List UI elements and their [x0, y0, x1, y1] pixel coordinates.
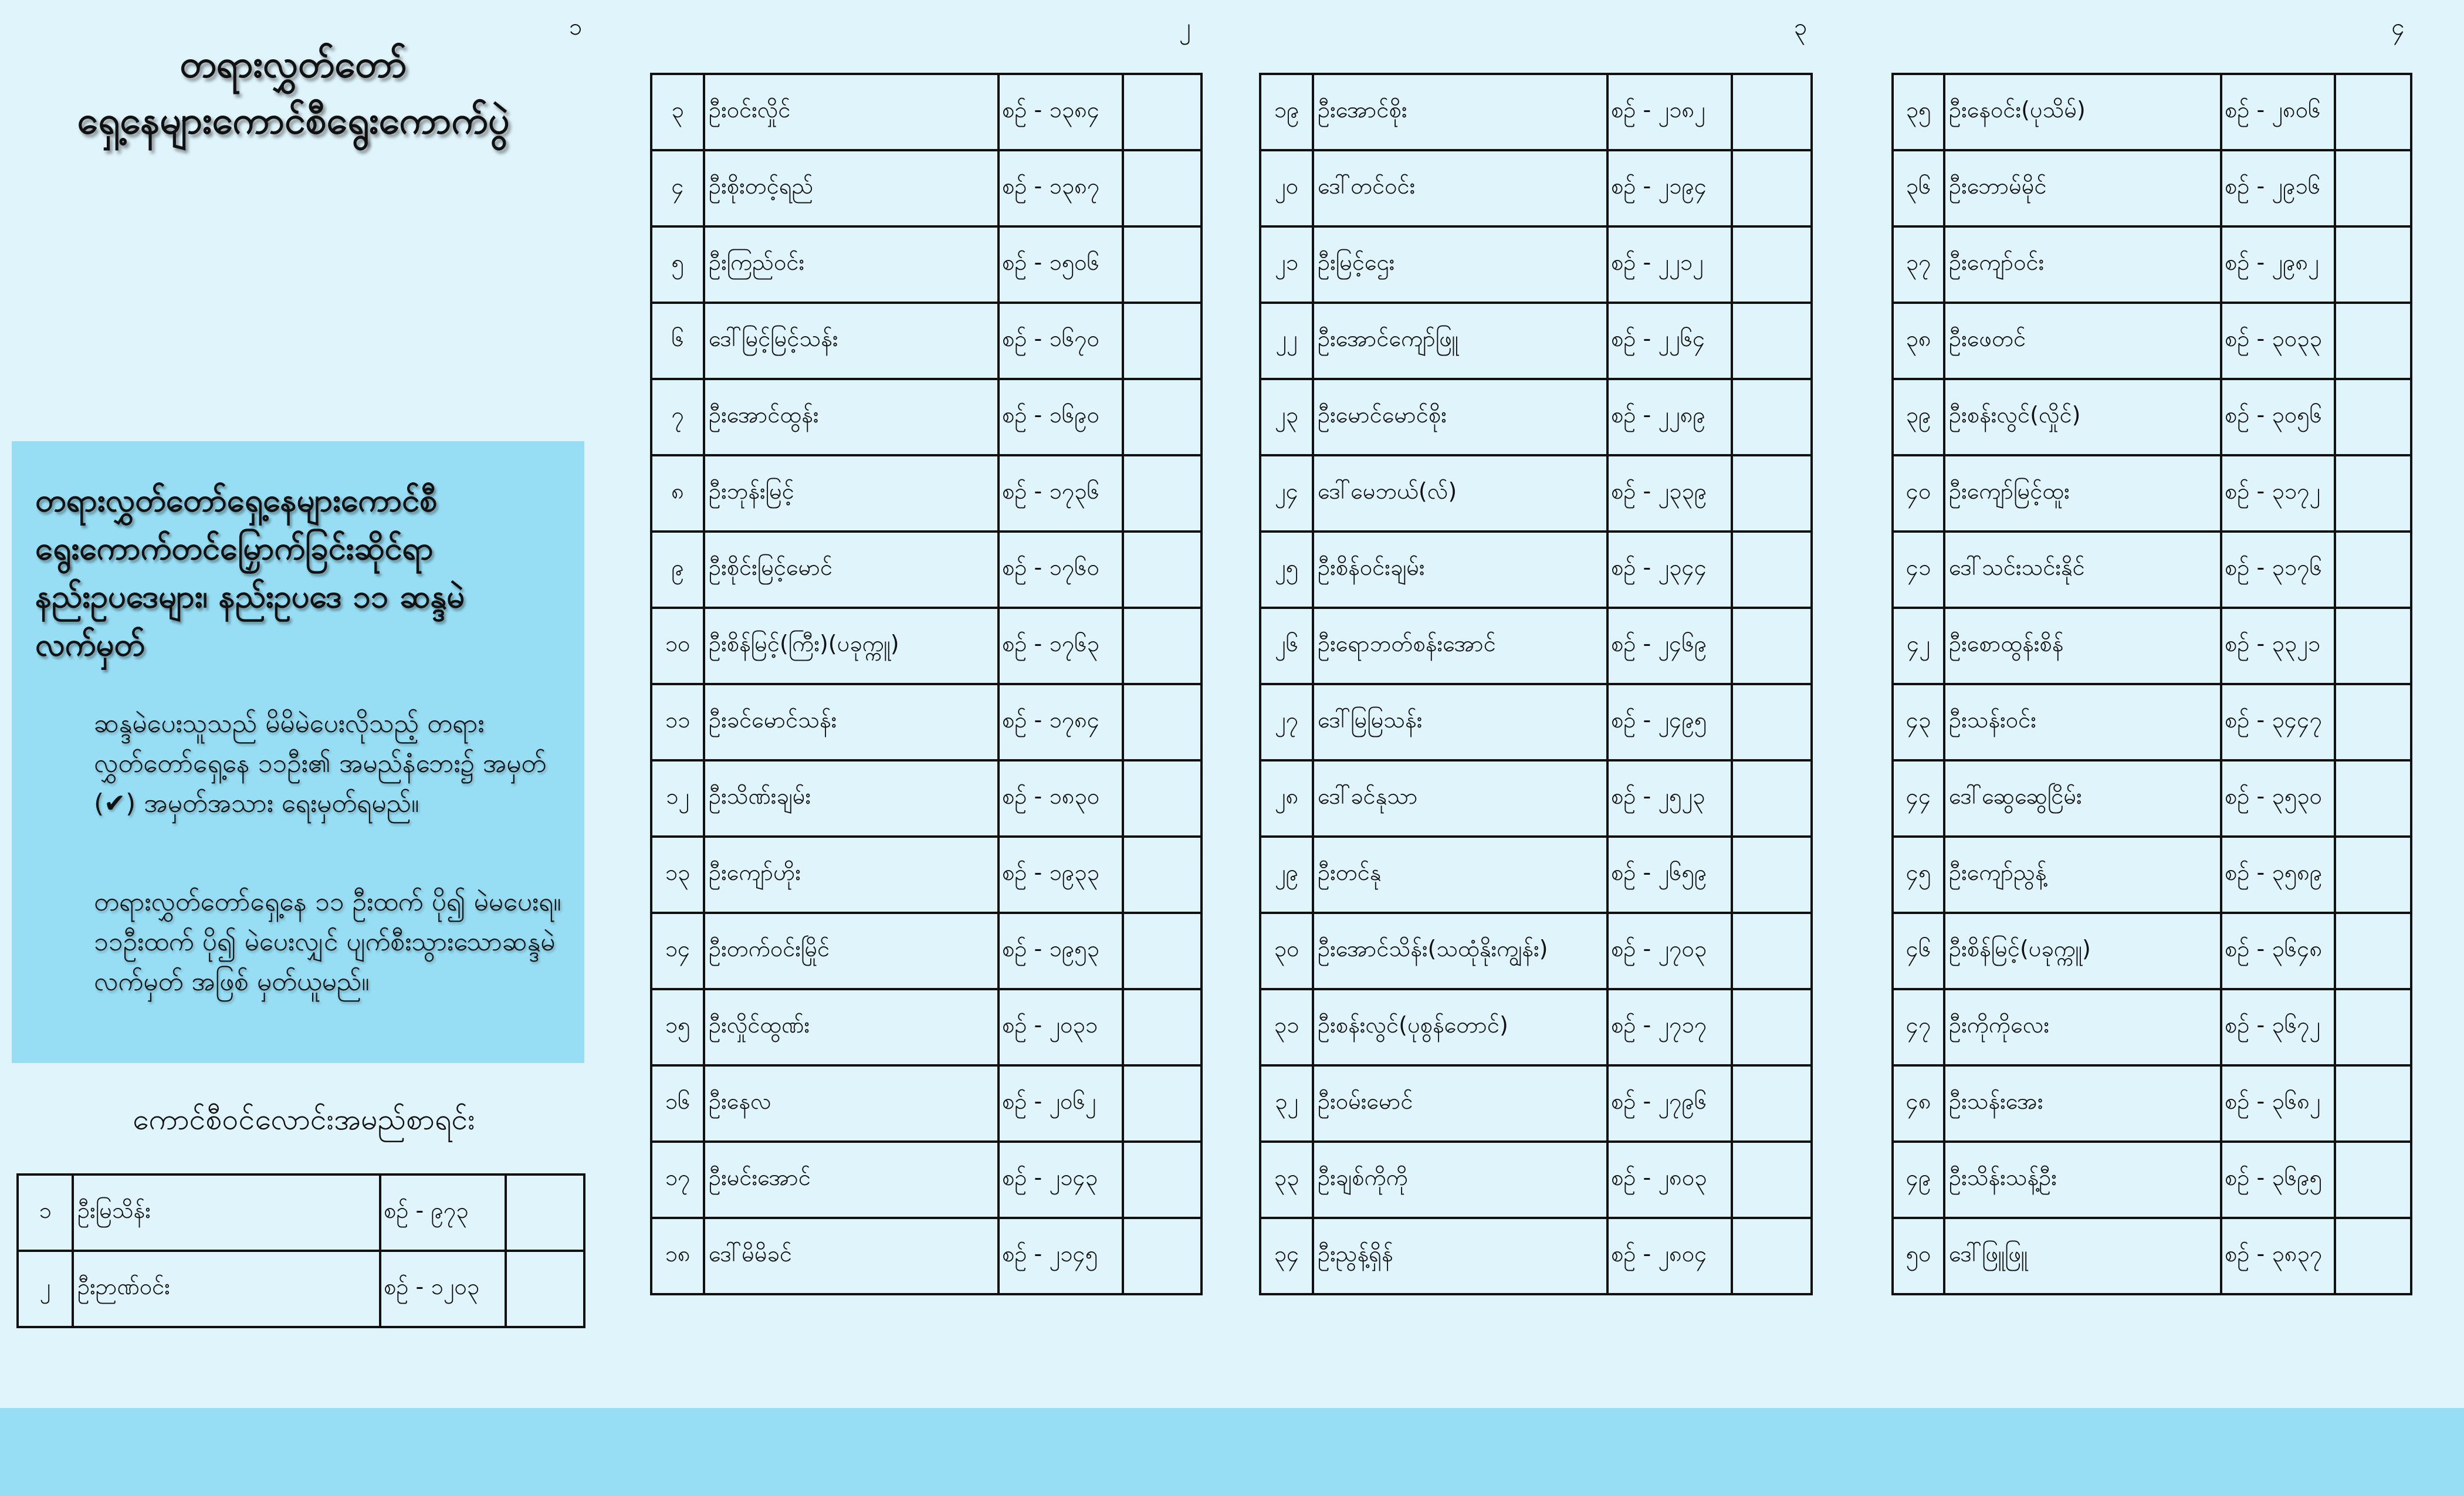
candidate-number: ၂၃: [1260, 379, 1313, 455]
vote-mark-box[interactable]: [1732, 989, 1812, 1065]
candidate-name: ဦးသိဏ်းချမ်း: [704, 760, 999, 837]
candidate-serial: စဉ် - ၂၂၆၄: [1607, 303, 1732, 379]
ballot-title-line1: တရားလွှတ်တော်: [180, 43, 407, 86]
candidate-name: ဦးအောင်သိန်း(သထုံနိုးကျွန်း): [1313, 913, 1607, 989]
candidate-name: ဦးတင်နု: [1313, 837, 1607, 913]
candidate-number: ၄၈: [1893, 1065, 1944, 1142]
candidate-row: [1260, 760, 1812, 837]
candidate-row: [1893, 608, 2411, 684]
candidate-row: [1893, 913, 2411, 989]
candidate-serial: စဉ် - ၃၅၈၉: [2221, 837, 2335, 913]
candidate-number: ၃၁: [1260, 989, 1313, 1065]
vote-mark-box[interactable]: [1123, 684, 1201, 760]
candidate-number: ၄၁: [1893, 532, 1944, 608]
candidate-number: ၁၁: [651, 684, 704, 760]
vote-mark-box[interactable]: [2335, 74, 2411, 150]
candidate-serial: စဉ် - ၃၃၂၁: [2221, 608, 2335, 684]
candidate-number: ၂၄: [1260, 455, 1313, 532]
page-number-4: ၄: [2391, 13, 2405, 40]
candidate-name: ဦးဉာဏ်ဝင်း: [73, 1251, 380, 1327]
candidate-name: ဦးသိန်းသန့်ဦး: [1944, 1142, 2221, 1218]
vote-mark-box[interactable]: [1732, 837, 1812, 913]
vote-mark-box[interactable]: [1732, 760, 1812, 837]
candidate-row: [1260, 837, 1812, 913]
candidate-number: ၂၅: [1260, 532, 1313, 608]
vote-mark-box[interactable]: [2335, 989, 2411, 1065]
candidate-row: [1260, 913, 1812, 989]
candidate-row: [1893, 74, 2411, 150]
candidate-name: ဦးရောဘတ်စန်းအောင်: [1313, 608, 1607, 684]
vote-mark-box[interactable]: [1123, 608, 1201, 684]
candidate-row: [1893, 150, 2411, 226]
candidate-row: [1260, 226, 1812, 303]
candidate-name: ဦးကျော်ညွန့်: [1944, 837, 2221, 913]
vote-mark-box[interactable]: [1732, 226, 1812, 303]
candidate-list-title: ကောင်စီဝင်လောင်းအမည်စာရင်း: [133, 1102, 475, 1136]
candidate-row: [1893, 226, 2411, 303]
candidate-row: [651, 1065, 1201, 1142]
vote-mark-box[interactable]: [1732, 303, 1812, 379]
candidate-serial: စဉ် - ၂၉၈၂: [2221, 226, 2335, 303]
vote-mark-box[interactable]: [1732, 74, 1812, 150]
vote-mark-box[interactable]: [2335, 1065, 2411, 1142]
candidate-name: ဒေါ်သင်းသင်းနိုင်: [1944, 532, 2221, 608]
vote-mark-box[interactable]: [2335, 303, 2411, 379]
candidate-serial: စဉ် - ၁၉၃၃: [999, 837, 1123, 913]
candidate-serial: စဉ် - ၂၈၀၃: [1607, 1142, 1732, 1218]
candidate-row: [651, 760, 1201, 837]
candidate-serial: စဉ် - ၂၀၆၂: [999, 1065, 1123, 1142]
candidate-name: ဦးစိန်မြင့်(ကြီး)(ပခုက္ကူ): [704, 608, 999, 684]
candidate-name: ဦးမြသိန်း: [73, 1175, 380, 1251]
candidate-serial: စဉ် - ၃၀၅၆: [2221, 379, 2335, 455]
candidate-serial: စဉ် - ၁၇၈၄: [999, 684, 1123, 760]
candidate-row: [651, 989, 1201, 1065]
vote-mark-box[interactable]: [2335, 684, 2411, 760]
candidate-row: [1260, 989, 1812, 1065]
candidate-name: ဦးကြည်ဝင်း: [704, 226, 999, 303]
candidate-row: [651, 150, 1201, 226]
candidate-name: ဦးခင်မောင်သန်း: [704, 684, 999, 760]
vote-mark-box[interactable]: [1732, 532, 1812, 608]
candidate-serial: စဉ် - ၂၄၆၉: [1607, 608, 1732, 684]
vote-mark-box[interactable]: [1123, 1142, 1201, 1218]
candidate-serial: စဉ် - ၁၆၉၀: [999, 379, 1123, 455]
candidate-number: ၁၄: [651, 913, 704, 989]
vote-mark-box[interactable]: [1732, 913, 1812, 989]
candidate-name: ဦးမြင့်ဌေး: [1313, 226, 1607, 303]
candidate-number: ၃၇: [1893, 226, 1944, 303]
candidate-table-4: [1891, 73, 2412, 1295]
candidate-number: ၂၁: [1260, 226, 1313, 303]
candidate-name: ဦးစောထွန်းစိန်: [1944, 608, 2221, 684]
vote-mark-box[interactable]: [1732, 1218, 1812, 1294]
candidate-number: ၁၇: [651, 1142, 704, 1218]
candidate-number: ၂၉: [1260, 837, 1313, 913]
vote-mark-box[interactable]: [2335, 379, 2411, 455]
candidate-table-1: [16, 1173, 585, 1328]
vote-mark-box[interactable]: [1123, 74, 1201, 150]
vote-mark-box[interactable]: [1732, 608, 1812, 684]
candidate-serial: စဉ် - ၁၇၆၀: [999, 532, 1123, 608]
candidate-table-2: [650, 73, 1203, 1295]
vote-mark-box[interactable]: [2335, 837, 2411, 913]
candidate-row: [1893, 303, 2411, 379]
vote-mark-box[interactable]: [1123, 532, 1201, 608]
candidate-name: ဦးဘုန်းမြင့်: [704, 455, 999, 532]
candidate-number: ၂၀: [1260, 150, 1313, 226]
candidate-name: ဦးသန်းအေး: [1944, 1065, 2221, 1142]
page-number-1: ၁: [569, 13, 583, 40]
candidate-number: ၃၄: [1260, 1218, 1313, 1294]
footer-band: [0, 1408, 2464, 1496]
candidate-name: ဦးစန်းလွင်(ပုစွန်တောင်): [1313, 989, 1607, 1065]
instructions-paragraph-2: တရားလွှတ်တော်ရှေ့နေ ၁၁ ဦးထက် ပို၍ မဲမပေးရ။ ၁၁ဦးထက် ပို၍ မဲပေးလျှင် ပျက်စီးသွားသောဆန္ဒမဲ လက်မှတ် အဖြစ် မှတ်ယူမည်။: [94, 887, 561, 997]
candidate-name: ဒေါ်တင်ဝင်း: [1313, 150, 1607, 226]
vote-mark-box[interactable]: [2335, 1142, 2411, 1218]
vote-mark-box[interactable]: [2335, 608, 2411, 684]
candidate-number: ၂၇: [1260, 684, 1313, 760]
candidate-serial: စဉ် - ၂၂၁၂: [1607, 226, 1732, 303]
candidate-name: ဦးကျော်မြင့်ထူး: [1944, 455, 2221, 532]
candidate-serial: စဉ် - ၂၈၀၆: [2221, 74, 2335, 150]
candidate-number: ၁၉: [1260, 74, 1313, 150]
candidate-row: [651, 684, 1201, 760]
page-number-2: ၂: [1179, 13, 1191, 40]
vote-mark-box[interactable]: [1123, 455, 1201, 532]
candidate-number: ၄၇: [1893, 989, 1944, 1065]
candidate-number: ၁၅: [651, 989, 704, 1065]
instructions-box: [12, 441, 584, 1063]
candidate-serial: စဉ် - ၂၁၄၅: [999, 1218, 1123, 1294]
vote-mark-box[interactable]: [506, 1175, 584, 1251]
candidate-number: ၄၀: [1893, 455, 1944, 532]
candidate-serial: စဉ် - ၂၁၄၃: [999, 1142, 1123, 1218]
candidate-name: ဦးဘောမ်မိုင်: [1944, 150, 2221, 226]
candidate-row: [651, 74, 1201, 150]
candidate-serial: စဉ် - ၁၃၈၄: [999, 74, 1123, 150]
candidate-number: ၈: [651, 455, 704, 532]
candidate-row: [18, 1175, 584, 1251]
vote-mark-box[interactable]: [506, 1251, 584, 1327]
candidate-serial: စဉ် - ၃၄၄၇: [2221, 684, 2335, 760]
candidate-serial: စဉ် - ၁၆၇၀: [999, 303, 1123, 379]
page-number-3: ၃: [1794, 13, 1808, 40]
vote-mark-box[interactable]: [1123, 1065, 1201, 1142]
candidate-name: ဦးဝမ်းမောင်: [1313, 1065, 1607, 1142]
candidate-row: [651, 1142, 1201, 1218]
candidate-row: [1260, 379, 1812, 455]
vote-mark-box[interactable]: [1732, 379, 1812, 455]
candidate-name: ဒေါ်ဖြူဖြူ: [1944, 1218, 2221, 1294]
vote-mark-box[interactable]: [1123, 379, 1201, 455]
candidate-serial: စဉ် - ၃၁၇၆: [2221, 532, 2335, 608]
vote-mark-box[interactable]: [1123, 1218, 1201, 1294]
candidate-serial: စဉ် - ၃၈၃၇: [2221, 1218, 2335, 1294]
vote-mark-box[interactable]: [2335, 226, 2411, 303]
candidate-name: ဦးနေလ: [704, 1065, 999, 1142]
candidate-table-3: [1259, 73, 1813, 1295]
vote-mark-box[interactable]: [1732, 1142, 1812, 1218]
vote-mark-box[interactable]: [1732, 1065, 1812, 1142]
candidate-number: ၁၂: [651, 760, 704, 837]
vote-mark-box[interactable]: [2335, 455, 2411, 532]
candidate-number: ၃၀: [1260, 913, 1313, 989]
candidate-number: ၂၈: [1260, 760, 1313, 837]
candidate-serial: စဉ် - ၂၇၀၃: [1607, 913, 1732, 989]
candidate-number: ၂: [18, 1251, 73, 1327]
candidate-serial: စဉ် - ၁၇၃၆: [999, 455, 1123, 532]
candidate-name: ဒေါ်မြမြသန်း: [1313, 684, 1607, 760]
candidate-name: ဦးချစ်ကိုကို: [1313, 1142, 1607, 1218]
candidate-row: [651, 532, 1201, 608]
vote-mark-box[interactable]: [2335, 150, 2411, 226]
candidate-row: [651, 837, 1201, 913]
candidate-serial: စဉ် - ၂၃၄၄: [1607, 532, 1732, 608]
candidate-row: [651, 455, 1201, 532]
candidate-row: [1893, 379, 2411, 455]
candidate-serial: စဉ် - ၂၆၅၉: [1607, 837, 1732, 913]
candidate-name: ဦးအောင်ကျော်ဖြူ: [1313, 303, 1607, 379]
vote-mark-box[interactable]: [1123, 150, 1201, 226]
vote-mark-box[interactable]: [2335, 1218, 2411, 1294]
candidate-row: [1260, 74, 1812, 150]
vote-mark-box[interactable]: [1123, 913, 1201, 989]
candidate-serial: စဉ် - ၂၅၂၃: [1607, 760, 1732, 837]
candidate-row: [1260, 303, 1812, 379]
candidate-row: [1260, 455, 1812, 532]
candidate-row: [1893, 1142, 2411, 1218]
candidate-serial: စဉ် - ၃၆၇၂: [2221, 989, 2335, 1065]
candidate-name: ဦးနေဝင်း(ပုသိမ်): [1944, 74, 2221, 150]
vote-mark-box[interactable]: [1732, 684, 1812, 760]
candidate-row: [651, 608, 1201, 684]
candidate-serial: စဉ် - ၁၅၀၆: [999, 226, 1123, 303]
candidate-serial: စဉ် - ၃၁၇၂: [2221, 455, 2335, 532]
candidate-number: ၄၂: [1893, 608, 1944, 684]
candidate-name: ဒေါ်ခင်နုသာ: [1313, 760, 1607, 837]
vote-mark-box[interactable]: [1732, 455, 1812, 532]
candidate-row: [18, 1251, 584, 1327]
candidate-number: ၃: [651, 74, 704, 150]
vote-mark-box[interactable]: [2335, 760, 2411, 837]
candidate-number: ၁၃: [651, 837, 704, 913]
candidate-row: [1893, 532, 2411, 608]
candidate-number: ၉: [651, 532, 704, 608]
vote-mark-box[interactable]: [1123, 303, 1201, 379]
candidate-row: [1260, 1142, 1812, 1218]
candidate-row: [651, 1218, 1201, 1294]
candidate-name: ဒေါ်မေဘယ်(လ်): [1313, 455, 1607, 532]
candidate-row: [1260, 1065, 1812, 1142]
vote-mark-box[interactable]: [1123, 989, 1201, 1065]
vote-mark-box[interactable]: [1123, 837, 1201, 913]
candidate-serial: စဉ် - ၂၃၃၉: [1607, 455, 1732, 532]
candidate-row: [1260, 150, 1812, 226]
ballot-title-line2: ရှေ့နေများကောင်စီရွေးကောက်ပွဲ: [77, 99, 510, 143]
candidate-row: [1893, 760, 2411, 837]
candidate-name: ဦးဖေတင်: [1944, 303, 2221, 379]
candidate-name: ဦးကိုကိုလေး: [1944, 989, 2221, 1065]
candidate-number: ၄၉: [1893, 1142, 1944, 1218]
candidate-row: [1893, 455, 2411, 532]
candidate-name: ဦးစိန်မြင့်(ပခုက္ကူ): [1944, 913, 2221, 989]
candidate-name: ဦးလှိုင်ထွဏ်း: [704, 989, 999, 1065]
candidate-serial: စဉ် - ၂၈၀၄: [1607, 1218, 1732, 1294]
candidate-row: [1893, 1065, 2411, 1142]
candidate-serial: စဉ် - ၂၇၉၆: [1607, 1065, 1732, 1142]
candidate-row: [1260, 684, 1812, 760]
candidate-serial: စဉ် - ၁၃၈၇: [999, 150, 1123, 226]
candidate-serial: စဉ် - ၁၉၅၃: [999, 913, 1123, 989]
vote-mark-box[interactable]: [1732, 150, 1812, 226]
candidate-name: ဦးစိုင်းမြင့်မောင်: [704, 532, 999, 608]
candidate-number: ၁၈: [651, 1218, 704, 1294]
candidate-row: [651, 226, 1201, 303]
candidate-number: ၇: [651, 379, 704, 455]
candidate-name: ဦးအောင်စိုး: [1313, 74, 1607, 150]
candidate-name: ဦးသန်းဝင်း: [1944, 684, 2221, 760]
ballot-title: [18, 36, 569, 149]
candidate-serial: စဉ် - ၂၁၉၄: [1607, 150, 1732, 226]
candidate-number: ၂၆: [1260, 608, 1313, 684]
candidate-number: ၅၀: [1893, 1218, 1944, 1294]
candidate-serial: စဉ် - ၂၂၈၉: [1607, 379, 1732, 455]
instructions-paragraph-1: ဆန္ဒမဲပေးသူသည် မိမိမဲပေးလိုသည့် တရားလွှတ်တော်ရှေ့နေ ၁၁ဦး၏ အမည်နံဘေး၌ အမှတ် (✔) အမှတ်အသား ရေးမှတ်ရမည်။: [94, 709, 547, 818]
candidate-number: ၁၆: [651, 1065, 704, 1142]
candidate-serial: စဉ် - ၂၁၈၂: [1607, 74, 1732, 150]
candidate-number: ၆: [651, 303, 704, 379]
candidate-number: ၃၅: [1893, 74, 1944, 150]
candidate-name: ဦးစိုးတင့်ရည်: [704, 150, 999, 226]
candidate-name: ဦးကျော်ဝင်း: [1944, 226, 2221, 303]
candidate-row: [1893, 1218, 2411, 1294]
candidate-serial: စဉ် - ၃၆၉၅: [2221, 1142, 2335, 1218]
candidate-number: ၃၈: [1893, 303, 1944, 379]
candidate-number: ၁၀: [651, 608, 704, 684]
candidate-number: ၃၃: [1260, 1142, 1313, 1218]
candidate-number: ၃၉: [1893, 379, 1944, 455]
candidate-row: [1260, 608, 1812, 684]
candidate-number: ၄၃: [1893, 684, 1944, 760]
candidate-serial: စဉ် - ၃၅၃၀: [2221, 760, 2335, 837]
candidate-name: ဦးညွန့်ရှိန်: [1313, 1218, 1607, 1294]
candidate-number: ၂၂: [1260, 303, 1313, 379]
candidate-serial: စဉ် - ၃၀၃၃: [2221, 303, 2335, 379]
vote-mark-box[interactable]: [1123, 760, 1201, 837]
candidate-number: ၄၅: [1893, 837, 1944, 913]
candidate-serial: စဉ် - ၂၄၉၅: [1607, 684, 1732, 760]
candidate-number: ၅: [651, 226, 704, 303]
candidate-name: ဦးမင်းအောင်: [704, 1142, 999, 1218]
candidate-name: ဦးအောင်ထွန်း: [704, 379, 999, 455]
candidate-row: [651, 913, 1201, 989]
candidate-number: ၄၆: [1893, 913, 1944, 989]
candidate-number: ၃၂: [1260, 1065, 1313, 1142]
candidate-serial: စဉ် - ၁၂၀၃: [380, 1251, 506, 1327]
candidate-name: ဦးဝင်းလှိုင်: [704, 74, 999, 150]
candidate-row: [1893, 989, 2411, 1065]
candidate-serial: စဉ် - ၂၇၁၇: [1607, 989, 1732, 1065]
vote-mark-box[interactable]: [1123, 226, 1201, 303]
candidate-name: ဦးမောင်မောင်စိုး: [1313, 379, 1607, 455]
candidate-name: ဦးစန်းလွင်(လှိုင်): [1944, 379, 2221, 455]
candidate-number: ၃၆: [1893, 150, 1944, 226]
candidate-serial: စဉ် - ၉၇၃: [380, 1175, 506, 1251]
candidate-number: ၄၄: [1893, 760, 1944, 837]
candidate-name: ဒေါ်မိမိခင်: [704, 1218, 999, 1294]
candidate-row: [1260, 1218, 1812, 1294]
candidate-row: [651, 303, 1201, 379]
candidate-serial: စဉ် - ၃၆၄၈: [2221, 913, 2335, 989]
candidate-row: [651, 379, 1201, 455]
instructions-heading: တရားလွှတ်တော်ရှေ့နေများကောင်စီ ရွေးကောက်တင်မြှောက်ခြင်းဆိုင်ရာ နည်းဥပဒေများ၊ နည်းဥပဒေ ၁၁ ဆန္ဒမဲလက်မှတ်: [35, 482, 465, 663]
candidate-name: ဦးစိန်ဝင်းချမ်း: [1313, 532, 1607, 608]
vote-mark-box[interactable]: [2335, 532, 2411, 608]
candidate-name: ဒေါ်ဆွေဆွေငြိမ်း: [1944, 760, 2221, 837]
candidate-name: ဦးတက်ဝင်းမြိုင်: [704, 913, 999, 989]
candidate-serial: စဉ် - ၁၇၆၃: [999, 608, 1123, 684]
candidate-number: ၁: [18, 1175, 73, 1251]
candidate-serial: စဉ် - ၂၉၁၆: [2221, 150, 2335, 226]
candidate-row: [1893, 837, 2411, 913]
candidate-name: ဒေါ်မြင့်မြင့်သန်း: [704, 303, 999, 379]
candidate-serial: စဉ် - ၁၈၃၀: [999, 760, 1123, 837]
candidate-serial: စဉ် - ၂၀၃၁: [999, 989, 1123, 1065]
candidate-number: ၄: [651, 150, 704, 226]
candidate-row: [1260, 532, 1812, 608]
candidate-name: ဦးကျော်ဟိုး: [704, 837, 999, 913]
candidate-serial: စဉ် - ၃၆၈၂: [2221, 1065, 2335, 1142]
candidate-row: [1893, 684, 2411, 760]
vote-mark-box[interactable]: [2335, 913, 2411, 989]
